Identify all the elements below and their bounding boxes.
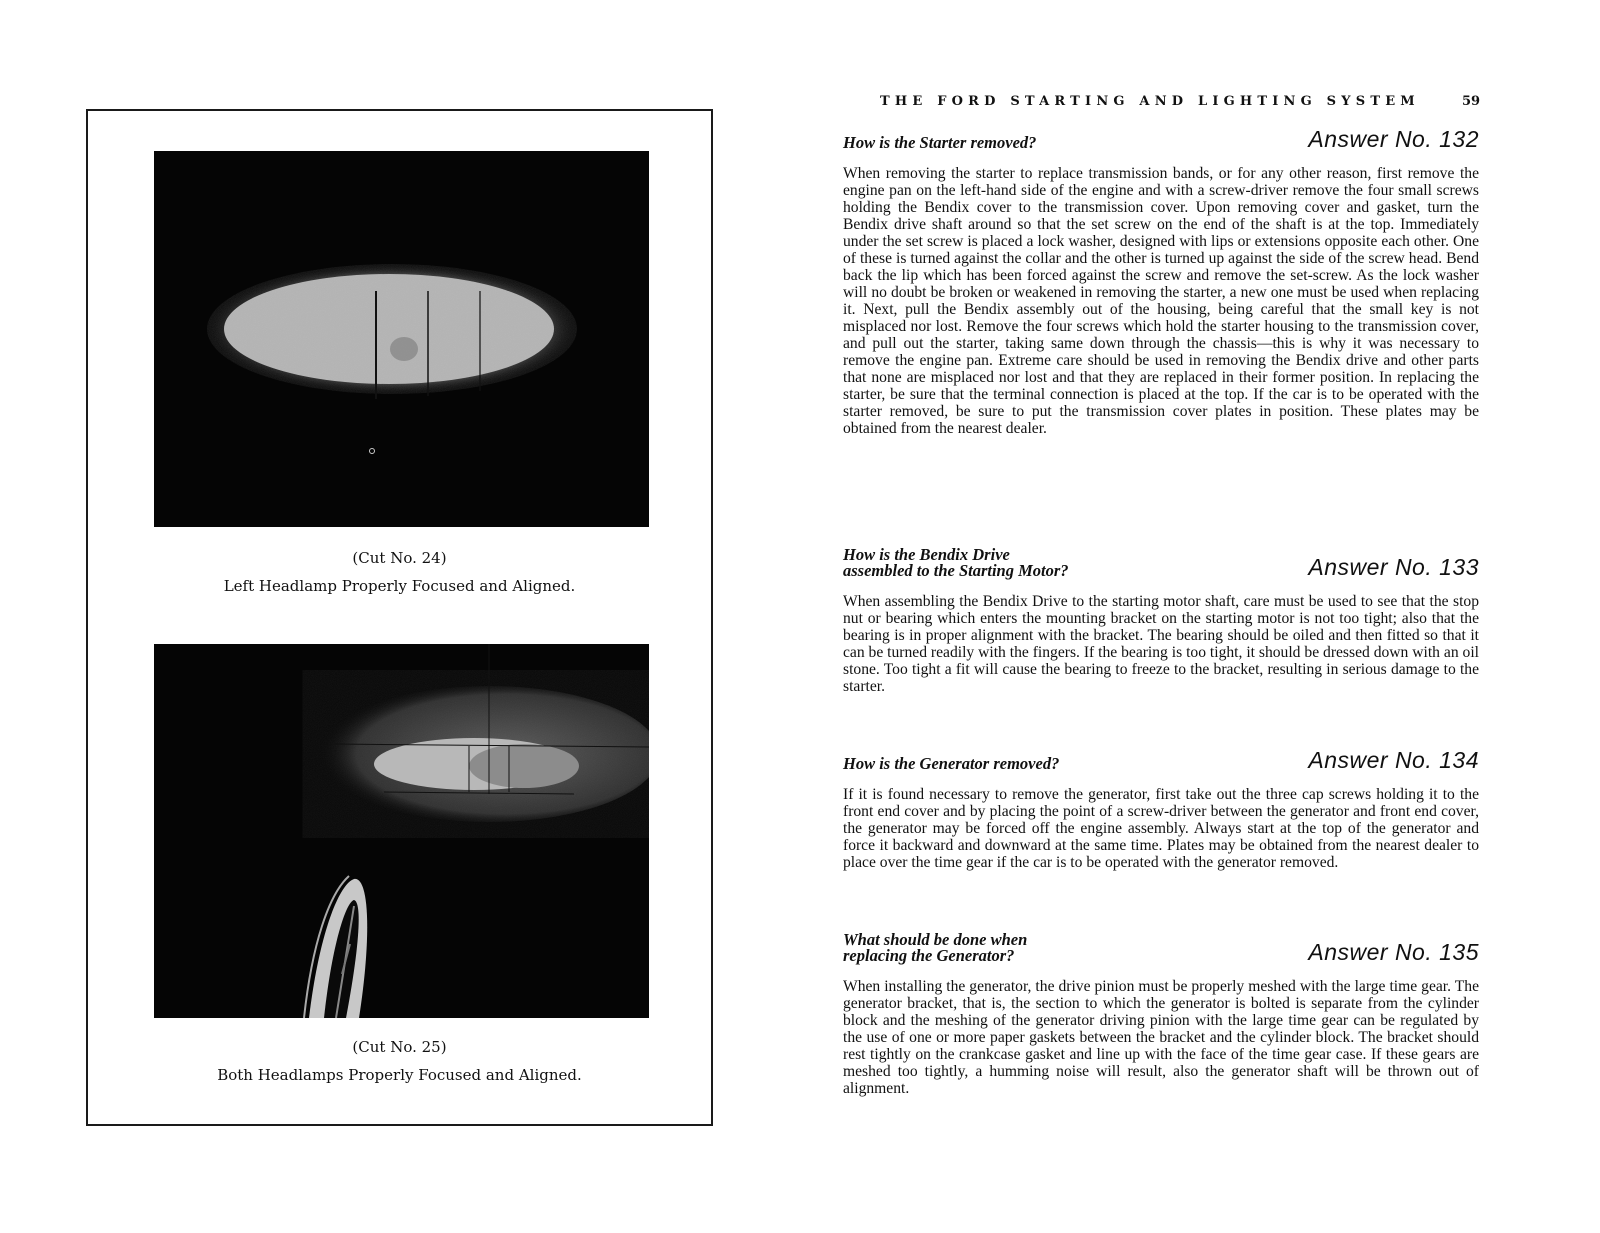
- page-number: 59: [1462, 94, 1481, 109]
- single-beam-image: [154, 151, 649, 527]
- headlamp-photo-left: [154, 151, 649, 527]
- qa-section-133: [843, 547, 1479, 695]
- running-head: THE FORD STARTING AND LIGHTING SYSTEM: [880, 94, 1420, 109]
- qa-header: [843, 547, 1479, 579]
- question-heading: How is the Starter removed?: [843, 133, 1037, 152]
- answer-text: If it is found necessary to remove the generator, first take out the three cap screws holding it to the front end cover and by placing the point of a screw-driver between the generator and front end cover, the generator may be forced off the engine assembly. Always start at the top of the generator and force it backward and downward at the same time. Plates may be obtained from the nearest dealer to place over the time gear if the car is to be operated with the generator removed.: [843, 786, 1479, 871]
- answer-text: When removing the starter to replace transmission bands, or for any other reason, first remove the engine pan on the left-hand side of the engine and with a screw-driver remove the four small screws holding the Bendix cover to the transmission cover. Upon removing cover and gasket, turn the Bendix drive shaft around so that the set screw on the end of the shaft is at the top. Immediately under the set screw is placed a lock washer, designed with lips or extensions opposite each other. One of these is turned against the collar and the other is turned up against the side of the screw head. Bend back the lip which has been forced against the screw and remove the set-screw. As the lock washer will no doubt be broken or weakened in removing the starter, a new one must be used when replacing it. Next, pull the Bendix assembly out of the housing, being careful that the small key is not misplaced nor lost. Remove the four screws which hold the starter housing to the transmission cover, and pull out the starter, taking same down through the chassis—this is why it was necessary to remove the engine pan. Extreme care should be used in removing the Bendix drive and other parts that none are misplaced nor lost and that they are replaced in their former position. In replacing the starter, be sure that the terminal connection is placed at the top. If the car is to be operated with the starter removed, be sure to put the transmission cover plates in position. These plates may be obtained from the nearest dealer.: [843, 165, 1479, 437]
- answer-number: Answer No. 132: [1308, 126, 1479, 152]
- answer-text: When installing the generator, the drive pinion must be properly meshed with the large time gear. The generator bracket, that is, the section to which the generator is bolted is separate from the cylinder block and the meshing of the generator driving pinion with the large time gear can be regulated by the use of one or more paper gaskets between the bracket and the cylinder block. The bracket should rest tightly on the crankcase gasket and line up with the face of the time gear case. If these gears are meshed too tightly, a humming noise will result, also the generator shaft will be thrown out of alignment.: [843, 978, 1479, 1097]
- answer-number: Answer No. 135: [1308, 939, 1479, 965]
- double-beam-image: [154, 644, 649, 1018]
- answer-number: Answer No. 134: [1308, 747, 1479, 773]
- figure-caption-cut-25: [86, 1038, 713, 1084]
- headlamp-photo-both: [154, 644, 649, 1018]
- qa-header: [843, 126, 1479, 152]
- question-heading: How is the Bendix Drive assembled to the Starting Motor?: [843, 545, 1069, 580]
- cut-label: (Cut No. 25): [352, 1038, 447, 1056]
- figure-caption-cut-24: [86, 549, 713, 595]
- question-heading: How is the Generator removed?: [843, 754, 1060, 773]
- qa-section-135: [843, 932, 1479, 1097]
- cut-label: (Cut No. 24): [352, 549, 447, 567]
- caption-text: Both Headlamps Properly Focused and Aligned.: [217, 1066, 582, 1084]
- qa-section-132: [843, 126, 1479, 437]
- qa-section-134: [843, 747, 1479, 871]
- qa-header: [843, 932, 1479, 964]
- answer-text: When assembling the Bendix Drive to the starting motor shaft, care must be used to see that the stop nut or bearing which enters the mounting bracket on the starting motor is not too tight; also that the bearing is in proper alignment with the bracket. The bearing should be oiled and then fitted so that it can be turned readily with the fingers. If the bearing is too tight, it should be dressed down with an oil stone. Too tight a fit will cause the bearing to freeze to the bracket, resulting in serious damage to the starter.: [843, 593, 1479, 695]
- caption-text: Left Headlamp Properly Focused and Aligned.: [223, 577, 576, 595]
- answer-number: Answer No. 133: [1308, 554, 1479, 580]
- question-heading: What should be done when replacing the Generator?: [843, 930, 1028, 965]
- qa-header: [843, 747, 1479, 773]
